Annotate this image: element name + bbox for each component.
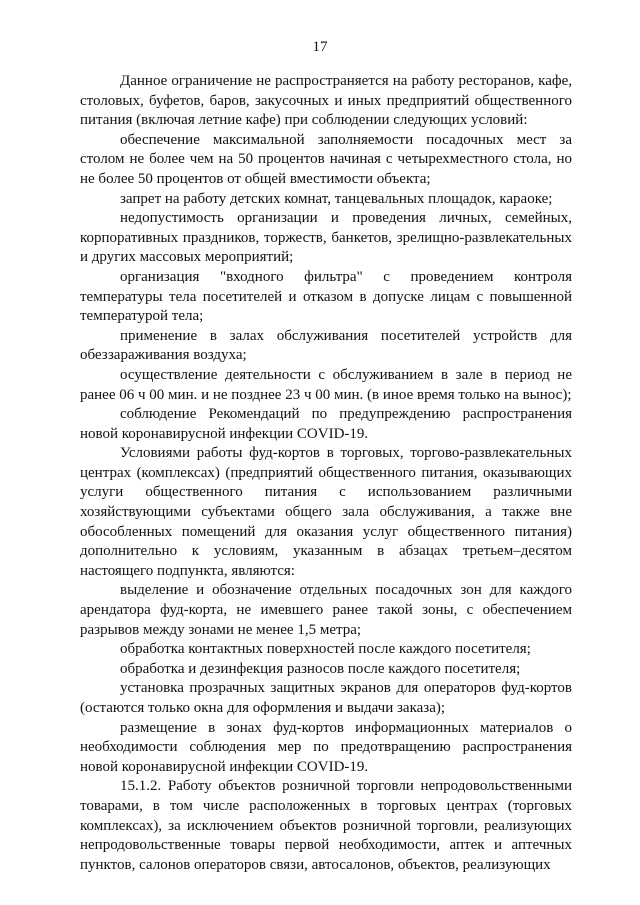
paragraph-kids-rooms-ban: запрет на работу детских комнат, танцевальных площадок, караоке; [120,190,553,207]
paragraph-events-ban: недопустимость организации и проведения личных, семейных, корпоративных праздников, торжеств, банкетов, зрелищно-развлекательных и других массовых мероприятий; [80,210,572,266]
paragraph-protective-screens: установка прозрачных защитных экранов для операторов фуд-кортов (остаются только окна для оформления и выдачи заказа); [80,680,572,716]
paragraph-seating-limit: обеспечение максимальной заполняемости посадочных мест за столом не более чем на 50 процентов начиная с четырехместного стола, но не более 50 процентов от общей вместимости объекта; [80,131,572,187]
paragraph-entry-filter: организация "входного фильтра" с проведением контроля температуры тела посетителей и отказом в допуске лицам с повышенной температурой тела; [80,268,572,325]
page-number: 17 [312,39,328,55]
paragraph-working-hours: осуществление деятельности с обслуживанием в зале в период не ранее 06 ч 00 мин. и не позднее 23 ч 00 мин. (в иное время только на вынос); [80,366,572,403]
paragraph-covid-recommendations: соблюдение Рекомендаций по предупреждению распространения новой коронавирусной инфекции COVID-19. [80,406,572,442]
paragraph-section-15-1-2: 15.1.2. Работу объектов розничной торговли непродовольственными товарами, в том числе расположенных в торговых центрах (торговых комплексах), за исключением объектов розничной торговли, реализующих непродовольственные товары первой необходимости, аптек и аптечных пунктов, салонов операторов связи, автосалонов, объектов, реализующих [80,778,572,873]
document-body [80,72,572,875]
paragraph-tray-disinfection: обработка и дезинфекция разносов после каждого посетителя; [120,660,521,677]
paragraph-air-disinfection: применение в залах обслуживания посетителей устройств для обеззараживания воздуха; [80,327,572,364]
paragraph-restrictions-exception: Данное ограничение не распространяется на работу ресторанов, кафе, столовых, буфетов, баров, закусочных и иных предприятий общественного питания (включая летние кафе) при соблюдении следующих условий: [80,73,572,129]
paragraph-food-court-conditions: Условиями работы фуд-кортов в торговых, торгово-развлекательных центрах (комплексах) (предприятий общественного питания, оказывающих услуги общественного питания с использованием различными хозяйствующими субъектами общего зала обслуживания, а также вне обособленных помещений для оказания услуг общественного питания) дополнительно к условиям, указанным в абзацах третьем–десятом настоящего подпункта, являются: [80,445,572,579]
paragraph-surface-cleaning: обработка контактных поверхностей после каждого посетителя; [120,641,531,658]
paragraph-info-materials: размещение в зонах фуд-кортов информационных материалов о необходимости соблюдения мер по предотвращению распространения новой коронавирусной инфекции COVID-19. [80,719,572,775]
paragraph-seating-zones: выделение и обозначение отдельных посадочных зон для каждого арендатора фуд-корта, не имевшего ранее такой зоны, с обеспечением разрывов между зонами не менее 1,5 метра; [80,582,572,638]
